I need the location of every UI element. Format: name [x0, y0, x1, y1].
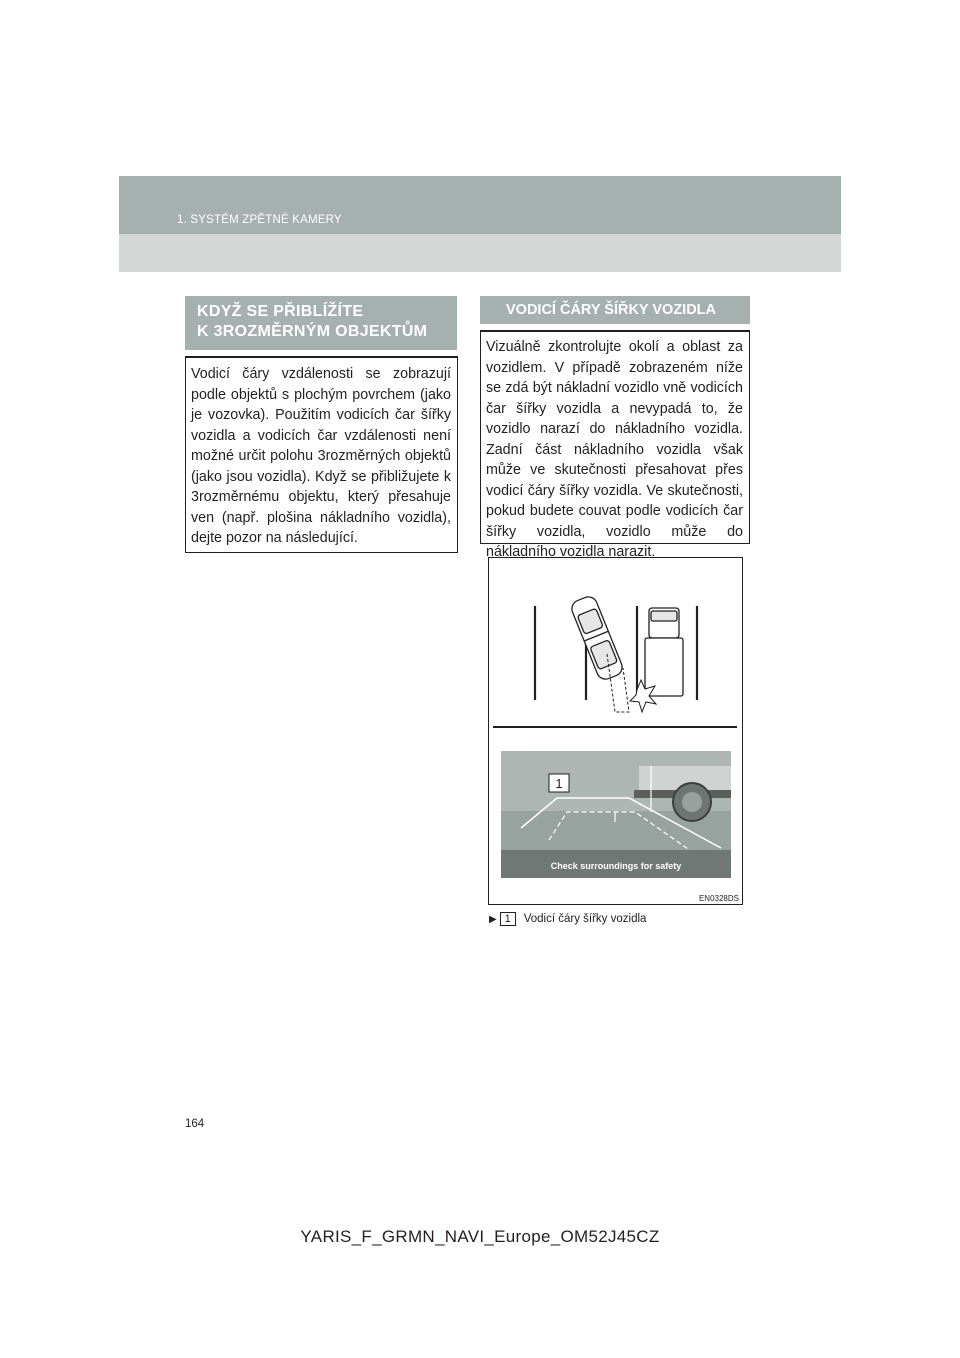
right-body-text: Vizuálně zkontrolujte okolí a oblast za vozidlem. V případě zobrazeném níže se zdá být nákladní vozidlo vně vodicích čar šířky vozidla a nevypadá to, že vozidlo narazí do nákladního vozidla. Zadní část nákladního vozidla však může ve skutečnosti přesahovat přes vodicí čáry šířky vozidla. Ve skutečnosti, pokud budete couvat podle vodicích čar šířky vozidla, vozidlo může do nákladního vozidla narazit. — [480, 331, 750, 544]
header-bar — [119, 176, 841, 234]
parking-illustration — [489, 558, 742, 904]
page-number: 164 — [185, 1118, 205, 1130]
header-band — [119, 176, 841, 272]
truck-top-view — [645, 608, 683, 696]
left-heading-line-1: KDYŽ SE PŘIBLÍŽÍTE — [197, 303, 364, 320]
illustration-frame — [488, 557, 743, 905]
figure-code: EN0328DS — [698, 894, 739, 903]
left-body-text: Vodicí čáry vzdálenosti se zobrazují podle objektů s plochým povrchem (jako je vozovka). Použitím vodicích čar šířky vozidla a vodicích čar vzdálenosti není možné určit polohu 3rozměrných objektů (jako jsou vozidla). Když se přibližujete k 3rozměrnému objektu, který přesahuje ven (např. plošina nákladního vozidla), dejte pozor na následující. — [185, 358, 458, 553]
document-id: YARIS_F_GRMN_NAVI_Europe_OM52J45CZ — [300, 1227, 660, 1246]
left-heading-line-2: K 3ROZMĚRNÝM OBJEKTŮM — [197, 323, 428, 340]
section-title: 1. SYSTÉM ZPĚTNÉ KAMERY — [177, 214, 342, 226]
screen-warning-text: Check surroundings for safety — [550, 861, 682, 871]
car-top-view — [569, 594, 625, 682]
caption-number: 1 — [500, 912, 516, 926]
camera-screen — [501, 751, 731, 878]
left-section-heading — [185, 296, 457, 350]
caption-text: Vodicí čáry šířky vozidla — [523, 913, 647, 925]
triangle-right-icon: ▶ — [489, 913, 497, 925]
callout-number: 1 — [555, 776, 563, 791]
right-section-heading: VODICÍ ČÁRY ŠÍŘKY VOZIDLA — [480, 296, 750, 324]
figure-caption — [489, 912, 646, 926]
